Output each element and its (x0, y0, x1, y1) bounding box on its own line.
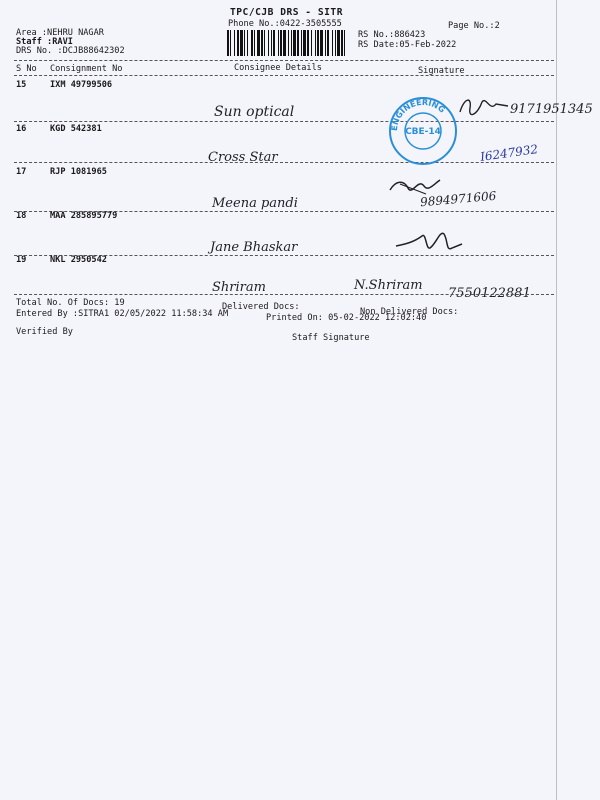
non-delivered-docs: Non Delivered Docs: (360, 307, 459, 317)
row-18-consignment: MAA 285895779 (50, 211, 118, 221)
entered-by: Entered By :SITRA1 02/05/2022 11:58:34 AM (16, 309, 229, 319)
verified-by: Verified By (16, 327, 73, 337)
row-16-sno: 16 (16, 124, 27, 134)
staff-label: Staff :RAVI (16, 37, 73, 47)
row-19-phone-handwritten: 7550122881 (448, 286, 531, 301)
column-consignee: Consignee Details (234, 63, 322, 73)
page-number: Page No.:2 (448, 21, 500, 31)
row-19-divider (14, 294, 554, 295)
row-17-sno: 17 (16, 167, 27, 177)
column-signature: Signature (418, 66, 465, 76)
stamp-outer-text: ENGINEERING (389, 97, 447, 132)
page-edge-line (556, 0, 557, 800)
printed-on: Printed On: 05-02-2022 12:02:40 (266, 313, 427, 323)
company-stamp (388, 96, 458, 166)
row-18-consignee-handwritten: Jane Bhaskar (210, 240, 298, 255)
row-18-signature (392, 226, 464, 256)
row-15-sno: 15 (16, 80, 27, 90)
phone-number: Phone No.:0422-3505555 (228, 19, 342, 29)
column-sno: S No (16, 64, 37, 74)
rs-number: RS No.:886423 (358, 30, 426, 40)
row-19-consignee-handwritten: Shriram (212, 280, 266, 295)
rs-date: RS Date:05-Feb-2022 (358, 40, 457, 50)
column-divider (14, 75, 554, 76)
row-16-consignee-handwritten: Cross Star (208, 150, 278, 165)
row-18-sno: 18 (16, 211, 27, 221)
total-docs: Total No. Of Docs: 19 (16, 298, 125, 308)
row-17-consignment: RJP 1081965 (50, 167, 107, 177)
row-15-consignment: IXM 49799506 (50, 80, 113, 90)
row-16-consignment: KGD 542381 (50, 124, 102, 134)
row-19-signature-handwritten: N.Shriram (354, 278, 423, 293)
drs-number: DRS No. :DCJB88642302 (16, 46, 125, 56)
row-15-phone-handwritten: 9171951345 (510, 102, 593, 117)
row-17-consignee-handwritten: Meena pandi (212, 196, 298, 211)
row-16-divider (14, 162, 554, 163)
column-consignment: Consignment No (50, 64, 123, 74)
row-19-consignment: NKL 2950542 (50, 255, 107, 265)
area-label: Area :NEHRU NAGAR (16, 28, 104, 38)
row-15-divider (14, 121, 554, 122)
row-16-phone-handwritten: I6247932 (479, 142, 539, 164)
stamp-inner-text: CBE-14 (405, 127, 441, 137)
delivered-docs: Delivered Docs: (222, 302, 300, 312)
barcode (226, 30, 348, 56)
row-15-signature (456, 94, 512, 120)
row-17-signature (386, 174, 442, 200)
row-15-consignee-handwritten: Sun optical (214, 104, 295, 120)
row-17-phone-handwritten: 9894971606 (419, 188, 497, 210)
staff-signature: Staff Signature (292, 333, 370, 343)
document-title: TPC/CJB DRS - SITR (230, 7, 343, 18)
row-19-sno: 19 (16, 255, 27, 265)
header-divider (14, 60, 554, 61)
